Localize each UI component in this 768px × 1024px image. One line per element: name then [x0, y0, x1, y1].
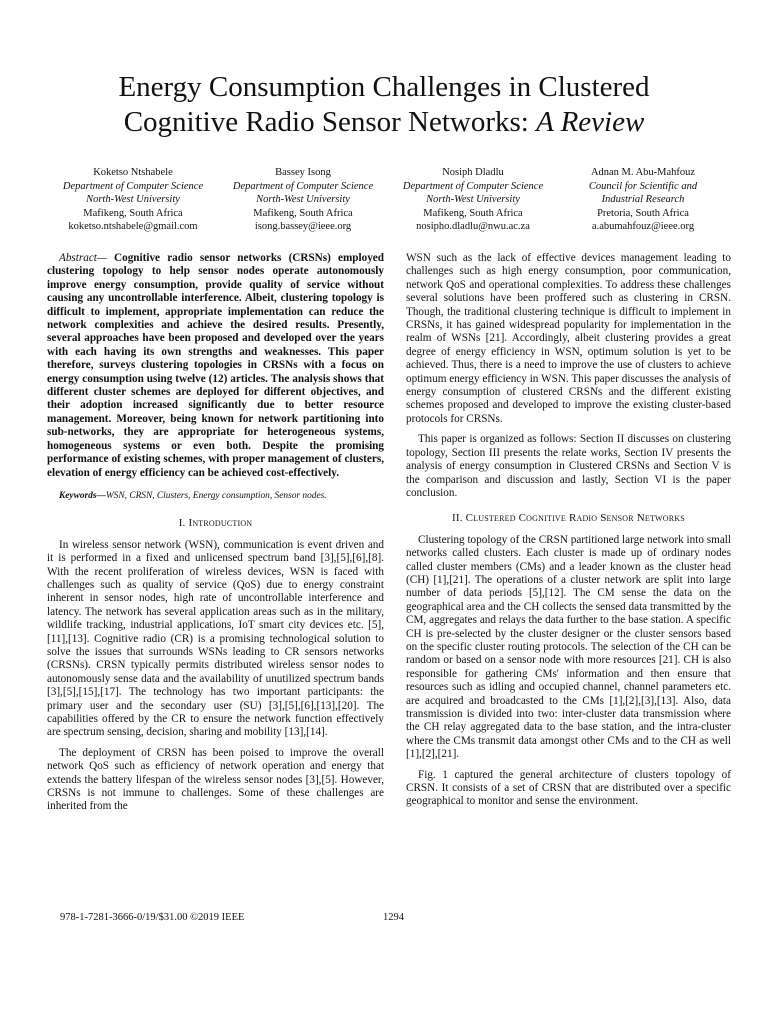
author-org: Industrial Research [601, 194, 685, 205]
right-paragraph-1: WSN such as the lack of effective devices management leading to challenges such as high energy consumption, poor communication, network QoS and operational complexities. To address these challenges several solutions have been proffered such as clustering in CRSN. Though, the traditional clustering technique is difficult to implement in CRSNs, it has gained widespread popularity for implementation in the realm of WSNs [21]. Accordingly, albeit clustering provides a great degree of energy efficiency in WSN, optimum solution is yet to be achieved. Thus, there is a need to improve the use of clusters to achieve optimum energy efficiency in WSN. This paper discusses the analysis of energy consumption of clustered CRSNs and the different existing schemes proposed and developed to improve the existing cluster-based protocols for CRSNs. [406, 252, 731, 425]
author-name: Bassey Isong [275, 167, 331, 178]
author-name: Koketso Ntshabele [93, 167, 173, 178]
author-4 [558, 166, 728, 234]
author-location: Mafikeng, South Africa [83, 207, 183, 219]
author-email: nosipho.dladlu@nwu.ac.za [416, 221, 530, 232]
author-email: isong.bassey@ieee.org [254, 221, 352, 232]
section2-paragraph-2: Fig. 1 captured the general architecture of clusters topology of CRSN. It consists of a set of CRSN that are distributed over a specific geographical to monitor and sense the environment. [406, 768, 731, 808]
author-block [48, 166, 728, 234]
right-paragraph-2: This paper is organized as follows: Section II discusses on clustering topology, Section III presents the relate works, Section IV presents the analysis of energy consumption in Clustered CRSNs and Section V is the comparison and discussion and lastly, Section VI is the paper conclusion. [406, 433, 731, 499]
author-location: Pretoria, South Africa [597, 207, 689, 219]
author-org: North-West University [256, 194, 350, 205]
author-dept: Department of Computer Science [402, 180, 544, 192]
paper-title [40, 70, 728, 140]
author-name: Nosiph Dladlu [442, 167, 504, 178]
keywords [47, 490, 384, 503]
intro-paragraph-1: In wireless sensor network (WSN), communication is event driven and it is performed in a fixed and unlicensed spectrum band [3],[5],[6],[8]. With the recent proliferation of wireless devices, WSN is faced with challenges such as quality of service (QoS) due to energy constraint inherent in sensor nodes, high rate of uncontrollable interference and latency. The network has several application areas such as in the military, wildlife tracking, industrial applications, IoT smart city devices etc. [5],[11],[13]. Cognitive radio (CR) is a promising technological solution to solve the issues that surrounds WSNs leading to CR sensors networks (CRSNs). CRSN typically permits distributed wireless sensor nodes to autonomously sense data and the availability of unutilized spectrum bands [3],[5],[15],[17]. The technology has two important participants: the primary user and the secondary user (SU) [3],[5],[6],[13],[20]. The capabilities offered by the CR to ensure the network function effectively are spectrum sensing, decision, sharing and mobility [13],[14]. [47, 538, 384, 739]
author-location: Mafikeng, South Africa [253, 207, 353, 219]
page-number: 1294 [383, 912, 404, 923]
abstract-text: Cognitive radio sensor networks (CRSNs) employed clustering topology to help sensor nodes operate autonomously improve energy consumption, provide quality of service without causing any uncontrollable interference. Albeit, clustering topology is difficult to implement, appropriate implementation can reduce the network complexities and achieve the desired results. Presently, several approaches have been proposed and developed over the years with each having its own strengths and weaknesses. This paper therefore, surveys clustering topologies in CRSNs with a focus on energy consumption using twelve (12) articles. The analysis shows that different cluster schemes are deployed for different objectives, and their adoption increased significantly due to better resource management. Moreover, being known for network partitioning into sub-networks, they are appropriate for heterogeneous systems, homogeneous systems or even both. Despite the promising performance of existing schemes, with proper management of clusters, elevation of energy efficiency can be achieved cost-effectively. [47, 252, 384, 479]
author-org: North-West University [86, 194, 180, 205]
author-3 [388, 166, 558, 234]
left-column [47, 252, 384, 821]
section-heading-clustered-crsn: II. Clustered Cognitive Radio Sensor Networks [452, 512, 685, 525]
intro-paragraph-2: The deployment of CRSN has been poised to improve the overall network QoS such as efficiency of network operation and energy that extends the battery lifespan of the wireless sensor nodes [3],[5]. However, CRSNs is not immune to challenges. Some of these challenges are inherited from the [47, 746, 384, 813]
abstract [47, 252, 384, 480]
author-email: a.abumahfouz@ieee.org [591, 221, 695, 232]
title-italic: A Review [536, 106, 645, 138]
author-org: North-West University [426, 194, 520, 205]
right-column [406, 252, 731, 816]
author-1 [48, 166, 218, 234]
copyright-line: 978-1-7281-3666-0/19/$31.00 ©2019 IEEE [60, 912, 245, 923]
section-heading-introduction: I. Introduction [178, 517, 253, 530]
title-line-1: Energy Consumption Challenges in Clustered [118, 71, 650, 103]
title-line-2: Cognitive Radio Sensor Networks: [123, 106, 537, 138]
author-2 [218, 166, 388, 234]
abstract-label: Abstract— [59, 252, 107, 264]
author-dept: Council for Scientific and [588, 180, 698, 192]
author-dept: Department of Computer Science [232, 180, 374, 192]
author-dept: Department of Computer Science [62, 180, 204, 192]
author-location: Mafikeng, South Africa [423, 207, 523, 219]
author-name: Adnan M. Abu-Mahfouz [590, 167, 696, 178]
author-email: koketso.ntshabele@gmail.com [68, 221, 198, 232]
keywords-text: WSN, CRSN, Clusters, Energy consumption, Sensor nodes. [105, 490, 327, 501]
section2-paragraph-1: Clustering topology of the CRSN partitioned large network into small networks called clusters. Each cluster is made up of ordinary nodes called cluster members (CMs) and a leader known as the cluster head (CH) [1],[21]. The operations of a cluster network are split into large number of data periods [5],[12]. The CM sense the data on the geographical area and the CH collects the sensed data transmitted by the CM, aggregates and relays the data further to the base station. A specific CH is pre-selected by the cluster designer or the cluster sensors based on the specific cluster routing protocols. The selection of the CH can be random or based on a sensor node with more resources [21]. CH is also responsible for gathering CMs' information and then ensure that resources such as idling and occupied channel, channel parameters etc. are acquired and broadcasted to the CMs [1],[2],[3],[13]. Also, data transmission is divided into two: inter-cluster data transmission where the CH relay aggregated data to the base station, and the intra-cluster where the CMs transmit data amongst other CMs and to the CH as well [1],[2],[21]. [406, 533, 731, 761]
keywords-label: Keywords— [59, 490, 106, 501]
